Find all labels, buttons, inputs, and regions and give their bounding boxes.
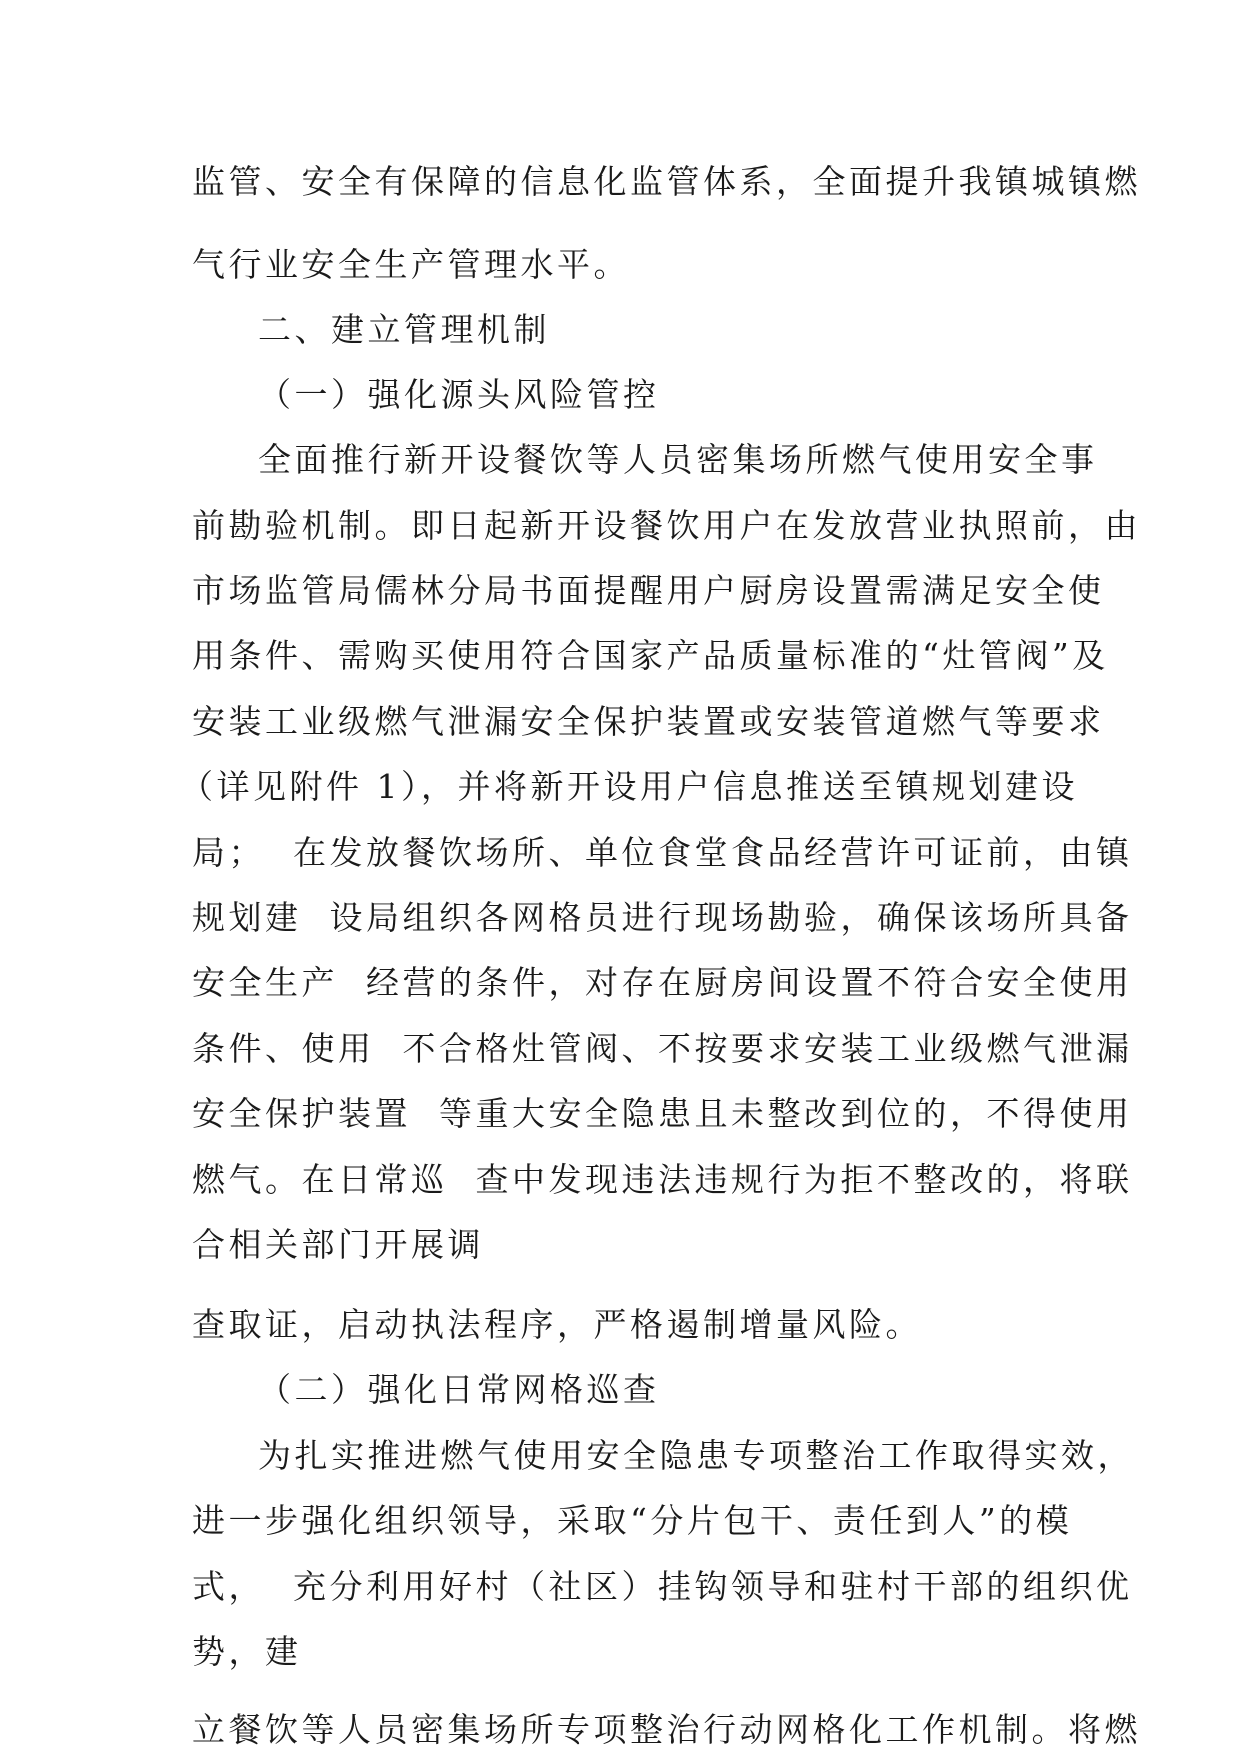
body-line: 条件、使用 不合格灶管阀、不按要求安装工业级燃气泄漏 [192, 1029, 1133, 1068]
body-line: 气行业安全生产管理水平。 [192, 245, 630, 284]
body-line: 监管、安全有保障的信息化监管体系，全面提升我镇城镇燃 [192, 162, 1141, 201]
body-line: 前勘验机制。即日起新开设餐饮用户在发放营业执照前，由 [192, 506, 1141, 545]
paragraph-first-line: 为扎实推进燃气使用安全隐患专项整治工作取得实效， [258, 1436, 1134, 1475]
body-line: 用条件、需购买使用符合国家产品质量标准的“灶管阀”及 [192, 636, 1109, 675]
subsection-heading: （二）强化日常网格巡查 [258, 1370, 660, 1409]
body-line: 进一步强化组织领导，采取“分片包干、责任到人”的模 [192, 1501, 1073, 1540]
section-heading: 二、建立管理机制 [258, 310, 550, 349]
body-line: 式， 充分利用好村（社区）挂钩领导和驻村干部的组织优 [192, 1567, 1133, 1606]
body-line: 市场监管局儒林分局书面提醒用户厨房设置需满足安全使 [192, 571, 1105, 610]
body-line: 安装工业级燃气泄漏安全保护装置或安装管道燃气等要求 [192, 702, 1105, 741]
body-line: 局； 在发放餐饮场所、单位食堂食品经营许可证前，由镇 [192, 833, 1133, 872]
subsection-heading: （一）强化源头风险管控 [258, 375, 660, 414]
body-line: 查取证，启动执法程序，严格遏制增量风险。 [192, 1305, 922, 1344]
body-line: 势，建 [192, 1632, 302, 1671]
body-line: 立餐饮等人员密集场所专项整治行动网格化工作机制。将燃 [192, 1710, 1141, 1749]
paragraph-first-line: 全面推行新开设餐饮等人员密集场所燃气使用安全事 [258, 440, 1098, 479]
body-line: 燃气。在日常巡 查中发现违法违规行为拒不整改的，将联 [192, 1160, 1133, 1199]
body-line: 安全保护装置 等重大安全隐患且未整改到位的，不得使用 [192, 1094, 1133, 1133]
body-line: （详见附件 1），并将新开设用户信息推送至镇规划建设 [180, 767, 1078, 806]
body-line: 合相关部门开展调 [192, 1225, 484, 1264]
body-line: 规划建 设局组织各网格员进行现场勘验，确保该场所具备 [192, 898, 1133, 937]
body-line: 安全生产 经营的条件，对存在厨房间设置不符合安全使用 [192, 963, 1133, 1002]
